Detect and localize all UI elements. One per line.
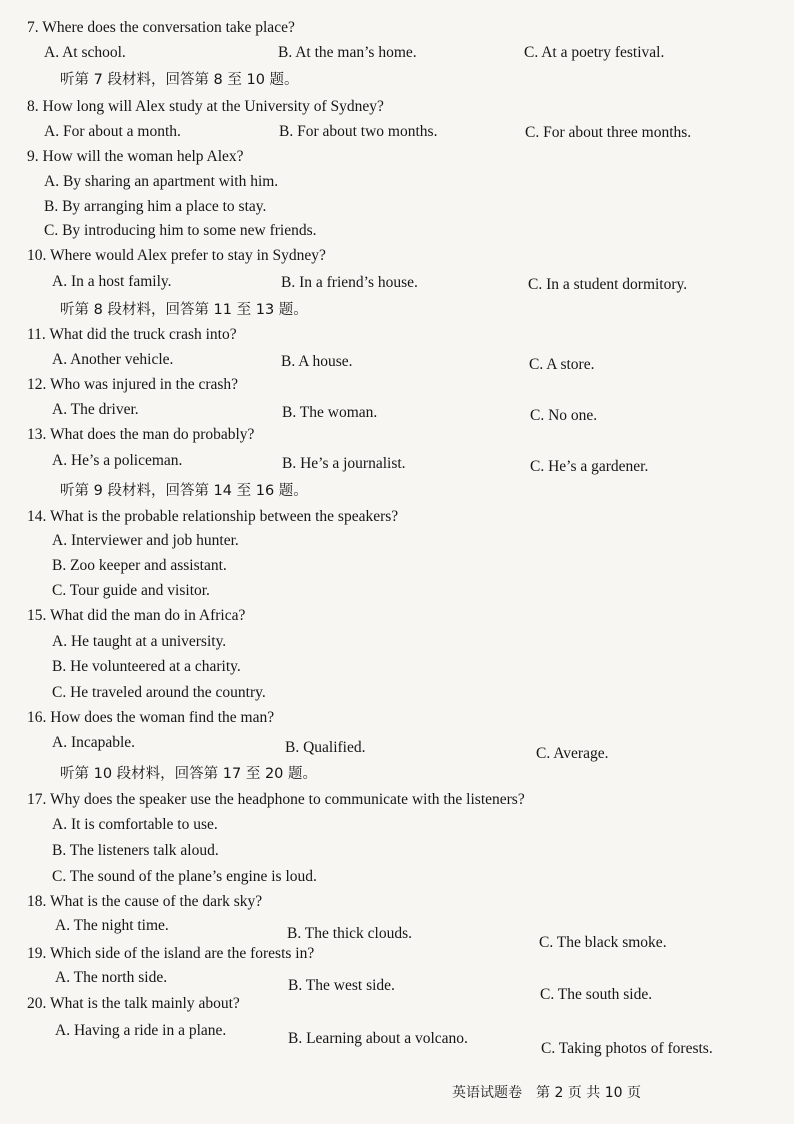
section-instruction-9: 听第 9 段材料，回答第 14 至 16 题。 — [60, 483, 308, 499]
question-17-option-a: A. It is comfortable to use. — [52, 816, 218, 833]
question-10-stem: 10. Where would Alex prefer to stay in Sydney? — [27, 247, 326, 264]
question-19-option-b: B. The west side. — [288, 977, 395, 994]
question-17-stem: 17. Why does the speaker use the headphone to communicate with the listeners? — [27, 791, 525, 808]
question-12-option-a: A. The driver. — [52, 401, 139, 418]
question-11-option-c: C. A store. — [529, 356, 595, 373]
question-7-option-a: A. At school. — [44, 44, 126, 61]
section-instruction-10: 听第 10 段材料，回答第 17 至 20 题。 — [60, 766, 318, 782]
question-9-option-a: A. By sharing an apartment with him. — [44, 173, 279, 190]
question-20-option-b: B. Learning about a volcano. — [288, 1030, 468, 1047]
question-14-stem: 14. What is the probable relationship between the speakers? — [27, 508, 399, 525]
question-20-option-c: C. Taking photos of forests. — [541, 1040, 713, 1057]
question-10-option-b: B. In a friend’s house. — [281, 274, 418, 291]
question-7-option-b: B. At the man’s home. — [278, 44, 417, 61]
question-16-stem: 16. How does the woman find the man? — [27, 709, 275, 726]
question-11-stem: 11. What did the truck crash into? — [27, 326, 237, 343]
question-15-option-a: A. He taught at a university. — [52, 633, 227, 650]
question-20-option-a: A. Having a ride in a plane. — [55, 1022, 227, 1039]
question-9-option-b: B. By arranging him a place to stay. — [44, 198, 267, 215]
question-16-option-c: C. Average. — [536, 745, 609, 762]
question-15-stem: 15. What did the man do in Africa? — [27, 607, 246, 624]
question-18-option-b: B. The thick clouds. — [287, 925, 412, 942]
question-12-option-b: B. The woman. — [282, 404, 378, 421]
question-19-stem: 19. Which side of the island are the forests in? — [27, 945, 315, 962]
question-19-option-c: C. The south side. — [540, 986, 653, 1003]
question-8-option-b: B. For about two months. — [279, 123, 438, 140]
question-16-option-a: A. Incapable. — [52, 734, 136, 751]
question-10-option-c: C. In a student dormitory. — [528, 276, 688, 293]
question-12-option-c: C. No one. — [530, 407, 598, 424]
question-11-option-a: A. Another vehicle. — [52, 351, 174, 368]
question-18-option-a: A. The night time. — [55, 917, 169, 934]
question-10-option-a: A. In a host family. — [52, 273, 172, 290]
section-instruction-7: 听第 7 段材料，回答第 8 至 10 题。 — [60, 72, 299, 88]
question-11-option-b: B. A house. — [281, 353, 353, 370]
question-18-stem: 18. What is the cause of the dark sky? — [27, 893, 263, 910]
question-9-option-c: C. By introducing him to some new friends. — [44, 222, 317, 239]
question-8-stem: 8. How long will Alex study at the University of Sydney? — [27, 98, 384, 115]
section-instruction-8: 听第 8 段材料，回答第 11 至 13 题。 — [60, 302, 308, 318]
question-13-option-b: B. He’s a journalist. — [282, 455, 406, 472]
question-14-option-b: B. Zoo keeper and assistant. — [52, 557, 227, 574]
question-16-option-b: B. Qualified. — [285, 739, 366, 756]
question-15-option-b: B. He volunteered at a charity. — [52, 658, 241, 675]
question-17-option-c: C. The sound of the plane’s engine is loud. — [52, 868, 317, 885]
question-13-option-c: C. He’s a gardener. — [530, 458, 649, 475]
question-8-option-c: C. For about three months. — [525, 124, 692, 141]
question-15-option-c: C. He traveled around the country. — [52, 684, 266, 701]
question-9-stem: 9. How will the woman help Alex? — [27, 148, 244, 165]
question-12-stem: 12. Who was injured in the crash? — [27, 376, 239, 393]
question-8-option-a: A. For about a month. — [44, 123, 181, 140]
question-13-stem: 13. What does the man do probably? — [27, 426, 255, 443]
question-13-option-a: A. He’s a policeman. — [52, 452, 183, 469]
page-footer: 英语试题卷 第 2 页 共 10 页 — [452, 1085, 641, 1101]
question-20-stem: 20. What is the talk mainly about? — [27, 995, 240, 1012]
question-14-option-a: A. Interviewer and job hunter. — [52, 532, 239, 549]
question-7-option-c: C. At a poetry festival. — [524, 44, 665, 61]
question-19-option-a: A. The north side. — [55, 969, 168, 986]
question-17-option-b: B. The listeners talk aloud. — [52, 842, 219, 859]
question-18-option-c: C. The black smoke. — [539, 934, 667, 951]
question-7-stem: 7. Where does the conversation take place? — [27, 19, 295, 36]
question-14-option-c: C. Tour guide and visitor. — [52, 582, 210, 599]
